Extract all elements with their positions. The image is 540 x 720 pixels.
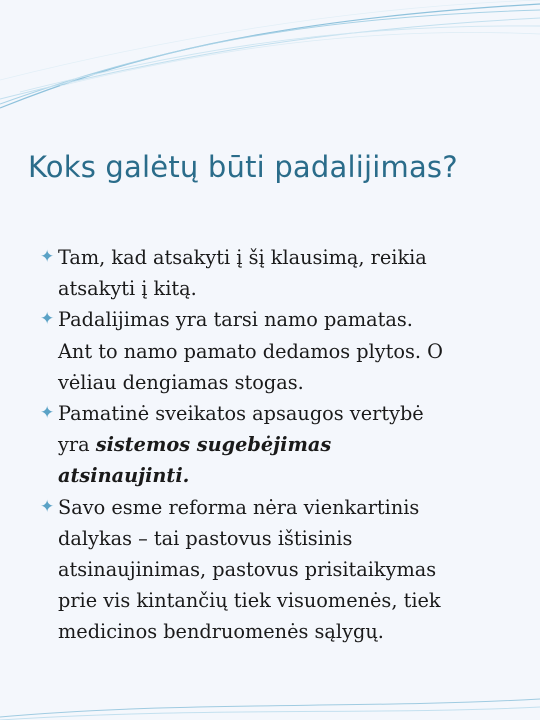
bullet-3-line-3 [58,460,510,491]
bullet-item-2 [40,304,510,398]
bullet-4-line-3: atsinaujinimas, pastovus prisitaikymas [58,558,437,582]
bullet-icon: ✦ [40,403,55,424]
bullet-item-4 [40,492,510,648]
decorative-swoosh-top [0,0,540,110]
bullet-3-emphasis-2: atsinaujinti [58,464,183,488]
bullet-4-line-5: medicinos bendruomenės sąlygų. [58,620,384,644]
bullet-4-line-1: Savo esme reforma nėra vienkartinis [58,495,420,519]
bullet-2-line-2: Ant to namo pamato dedamos plytos. O [58,339,443,363]
bullet-2-line-1: Padalijimas yra tarsi namo pamatas. [58,308,413,332]
bullet-2-line-3: vėliau dengiamas stogas. [58,370,304,394]
bullet-3-line-2-text: yra [58,433,96,457]
bullet-3-line-2 [58,429,510,460]
bullet-icon: ✦ [40,496,55,517]
bullet-item-1 [40,242,510,304]
bullet-item-3 [40,398,510,492]
decorative-swoosh-bottom [0,695,540,720]
bullet-icon: ✦ [40,309,55,330]
bullet-3-period: . [182,464,190,488]
bullet-4-line-2: dalykas – tai pastovus ištisinis [58,526,353,550]
bullet-4-line-4: prie vis kintančių tiek visuomenės, tiek [58,589,441,613]
slide-title: Koks galėtų būti padalijimas? [28,150,458,184]
bullet-icon: ✦ [40,247,55,267]
bullet-list [40,242,510,648]
bullet-3-line-1: Pamatinė sveikatos apsaugos vertybė [58,402,424,426]
bullet-1-line-2: atsakyti į kitą. [58,277,197,301]
bullet-3-emphasis: sistemos sugebėjimas [95,433,332,457]
bullet-1-line-1: Tam, kad atsakyti į šį klausimą, reikia [58,246,427,269]
